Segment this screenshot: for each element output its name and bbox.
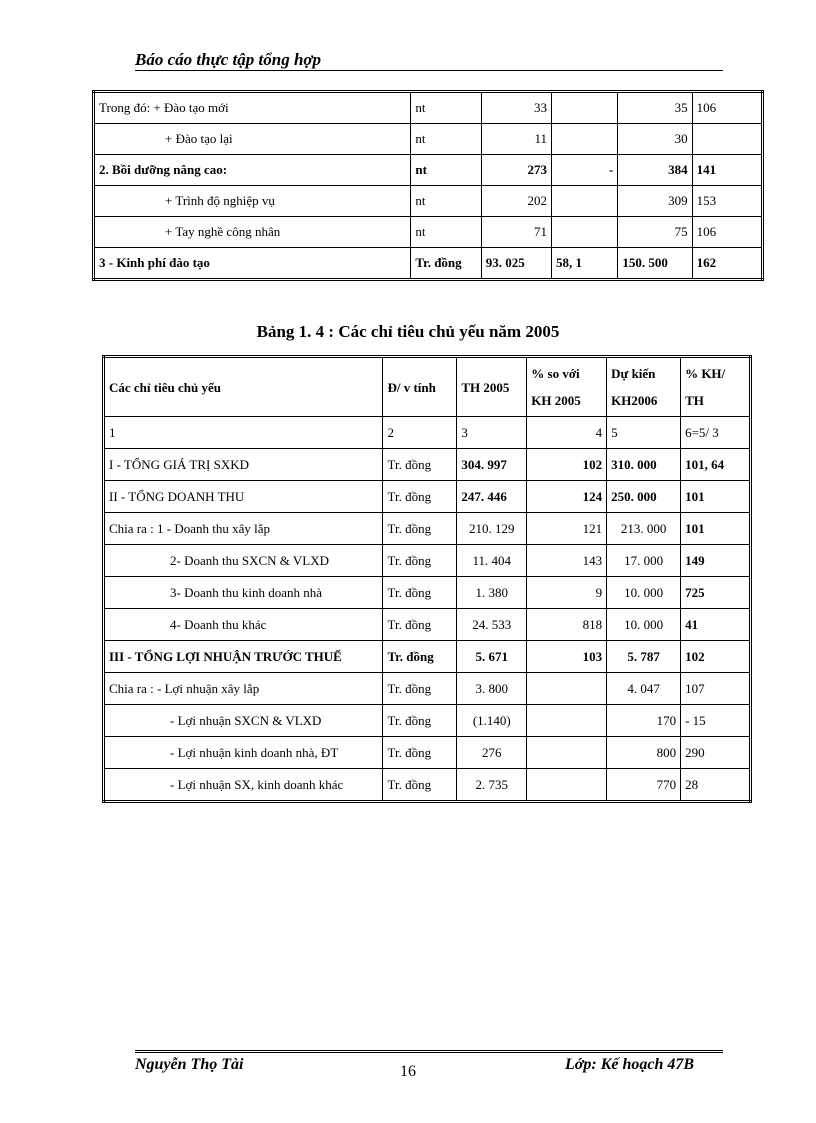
table-cell: 149: [681, 545, 751, 577]
table-row: [104, 609, 751, 641]
table-cell: Tr. đồng: [383, 641, 457, 673]
table-cell: - Lợi nhuận SX, kinh doanh khác: [104, 769, 383, 802]
table-cell: 213. 000: [607, 513, 681, 545]
table-cell: 170: [607, 705, 681, 737]
footer-rule: [135, 1050, 723, 1053]
column-header: % KH/ TH: [681, 357, 751, 417]
table-cell: 101, 64: [681, 449, 751, 481]
table-cell: II - TỔNG DOANH THU: [104, 481, 383, 513]
footer-author: Nguyễn Thọ Tài: [135, 1056, 244, 1073]
table-cell: 290: [681, 737, 751, 769]
table-cell: 3: [457, 417, 527, 449]
table-cell: 93. 025: [481, 248, 551, 280]
table-row: [94, 248, 763, 280]
page-header-title: Báo cáo thực tập tổng hợp: [135, 50, 322, 69]
table-cell: 9: [527, 577, 607, 609]
table-row: [104, 641, 751, 673]
table-cell: 28: [681, 769, 751, 802]
table-cell: 101: [681, 513, 751, 545]
table-cell: 800: [607, 737, 681, 769]
table-cell: 304. 997: [457, 449, 527, 481]
table-cell: 103: [527, 641, 607, 673]
table-cell: 725: [681, 577, 751, 609]
table-cell: [527, 737, 607, 769]
table-cell: 4- Doanh thu khác: [104, 609, 383, 641]
table-cell: - 15: [681, 705, 751, 737]
table-cell: Tr. đồng: [383, 449, 457, 481]
table-cell: 143: [527, 545, 607, 577]
table-cell: Chia ra : - Lợi nhuận xây lắp: [104, 673, 383, 705]
table-cell: 10. 000: [607, 609, 681, 641]
table-cell: Tr. đồng: [383, 769, 457, 802]
table-row: [104, 737, 751, 769]
table-cell: Tr. đồng: [383, 545, 457, 577]
table-cell: 3- Doanh thu kinh doanh nhà: [104, 577, 383, 609]
table-header-row: [104, 357, 751, 417]
footer-class: Lớp: Kế hoạch 47B: [565, 1056, 695, 1073]
table-cell: 121: [527, 513, 607, 545]
table-cell: 3. 800: [457, 673, 527, 705]
table-row: [104, 481, 751, 513]
table-cell: 2: [383, 417, 457, 449]
table-cell: 58, 1: [552, 248, 618, 280]
table-row: [94, 155, 763, 186]
table-cell: 41: [681, 609, 751, 641]
table-cell: + Đào tạo lại: [94, 124, 411, 155]
column-header: Các chỉ tiêu chủ yếu: [104, 357, 383, 417]
table-cell: Tr. đồng: [383, 513, 457, 545]
table-cell: 124: [527, 481, 607, 513]
column-header: TH 2005: [457, 357, 527, 417]
table-cell: 384: [618, 155, 692, 186]
column-header: Dự kiến KH2006: [607, 357, 681, 417]
table-row: [104, 545, 751, 577]
index-row: [104, 417, 751, 449]
header-rule: [135, 70, 723, 71]
table-cell: 10. 000: [607, 577, 681, 609]
table-cell: Tr. đồng: [383, 481, 457, 513]
table-cell: 3 - Kinh phí đào tạo: [94, 248, 411, 280]
table-cell: + Trình độ nghiệp vụ: [94, 186, 411, 217]
table-cell: -: [552, 155, 618, 186]
column-header: Đ/ v tính: [383, 357, 457, 417]
table-cell: 101: [681, 481, 751, 513]
table-cell: 5: [607, 417, 681, 449]
table-cell: Tr. đồng: [411, 248, 481, 280]
table-cell: 153: [692, 186, 762, 217]
table-cell: 24. 533: [457, 609, 527, 641]
table-cell: 818: [527, 609, 607, 641]
table-cell: 276: [457, 737, 527, 769]
table-row: [104, 705, 751, 737]
table-cell: 162: [692, 248, 762, 280]
table-cell: 11. 404: [457, 545, 527, 577]
table-cell: [552, 92, 618, 124]
table-cell: [552, 124, 618, 155]
table-cell: 310. 000: [607, 449, 681, 481]
table-cell: 102: [681, 641, 751, 673]
table-cell: 102: [527, 449, 607, 481]
table-cell: 75: [618, 217, 692, 248]
table-cell: 33: [481, 92, 551, 124]
table-cell: 273: [481, 155, 551, 186]
table-cell: Tr. đồng: [383, 737, 457, 769]
table-cell: [527, 673, 607, 705]
table-cell: 150. 500: [618, 248, 692, 280]
table-cell: 202: [481, 186, 551, 217]
table-cell: [527, 769, 607, 802]
table-cell: - Lợi nhuận SXCN & VLXD: [104, 705, 383, 737]
table-cell: [692, 124, 762, 155]
table-cell: 71: [481, 217, 551, 248]
table-cell: Chia ra : 1 - Doanh thu xây lắp: [104, 513, 383, 545]
table-cell: 5. 671: [457, 641, 527, 673]
table-cell: III - TỔNG LỢI NHUẬN TRƯỚC THUẾ: [104, 641, 383, 673]
table-cell: 2. 735: [457, 769, 527, 802]
table-cell: 141: [692, 155, 762, 186]
table-row: [94, 217, 763, 248]
table-cell: 2. Bồi dưỡng nâng cao:: [94, 155, 411, 186]
table-cell: 247. 446: [457, 481, 527, 513]
table-cell: Tr. đồng: [383, 577, 457, 609]
table-cell: [552, 186, 618, 217]
table-row: [104, 449, 751, 481]
table-cell: nt: [411, 217, 481, 248]
table-cell: 6=5/ 3: [681, 417, 751, 449]
table-cell: 4. 047: [607, 673, 681, 705]
table-cell: [552, 217, 618, 248]
table-row: [104, 673, 751, 705]
table-row: [104, 769, 751, 802]
table-cell: 107: [681, 673, 751, 705]
table-cell: nt: [411, 92, 481, 124]
table-row: [94, 92, 763, 124]
table-cell: (1.140): [457, 705, 527, 737]
table-cell: - Lợi nhuận kinh doanh nhà, ĐT: [104, 737, 383, 769]
table-cell: 2- Doanh thu SXCN & VLXD: [104, 545, 383, 577]
table-cell: 210. 129: [457, 513, 527, 545]
table-cell: 770: [607, 769, 681, 802]
table-row: [104, 577, 751, 609]
table-cell: 1. 380: [457, 577, 527, 609]
indicators-table: [102, 355, 752, 803]
table-cell: 106: [692, 92, 762, 124]
table-cell: Tr. đồng: [383, 609, 457, 641]
table-caption: Bảng 1. 4 : Các chỉ tiêu chủ yếu năm 2005: [256, 322, 560, 341]
table-cell: 17. 000: [607, 545, 681, 577]
table-cell: Tr. đồng: [383, 705, 457, 737]
table-cell: 5. 787: [607, 641, 681, 673]
table-row: [94, 124, 763, 155]
page-number: 16: [400, 1063, 416, 1080]
table-cell: Tr. đồng: [383, 673, 457, 705]
table-cell: 35: [618, 92, 692, 124]
table-cell: nt: [411, 124, 481, 155]
table-cell: Trong đó: + Đào tạo mới: [94, 92, 411, 124]
table-cell: 250. 000: [607, 481, 681, 513]
table-cell: [527, 705, 607, 737]
column-header: % so với KH 2005: [527, 357, 607, 417]
table-cell: I - TỔNG GIÁ TRỊ SXKD: [104, 449, 383, 481]
table-cell: 309: [618, 186, 692, 217]
table-cell: 30: [618, 124, 692, 155]
table-cell: + Tay nghề công nhân: [94, 217, 411, 248]
table-cell: nt: [411, 186, 481, 217]
table-row: [104, 513, 751, 545]
table-row: [94, 186, 763, 217]
table-cell: 106: [692, 217, 762, 248]
training-table: [92, 90, 764, 281]
table-cell: 11: [481, 124, 551, 155]
table-cell: 4: [527, 417, 607, 449]
table-cell: nt: [411, 155, 481, 186]
table-cell: 1: [104, 417, 383, 449]
